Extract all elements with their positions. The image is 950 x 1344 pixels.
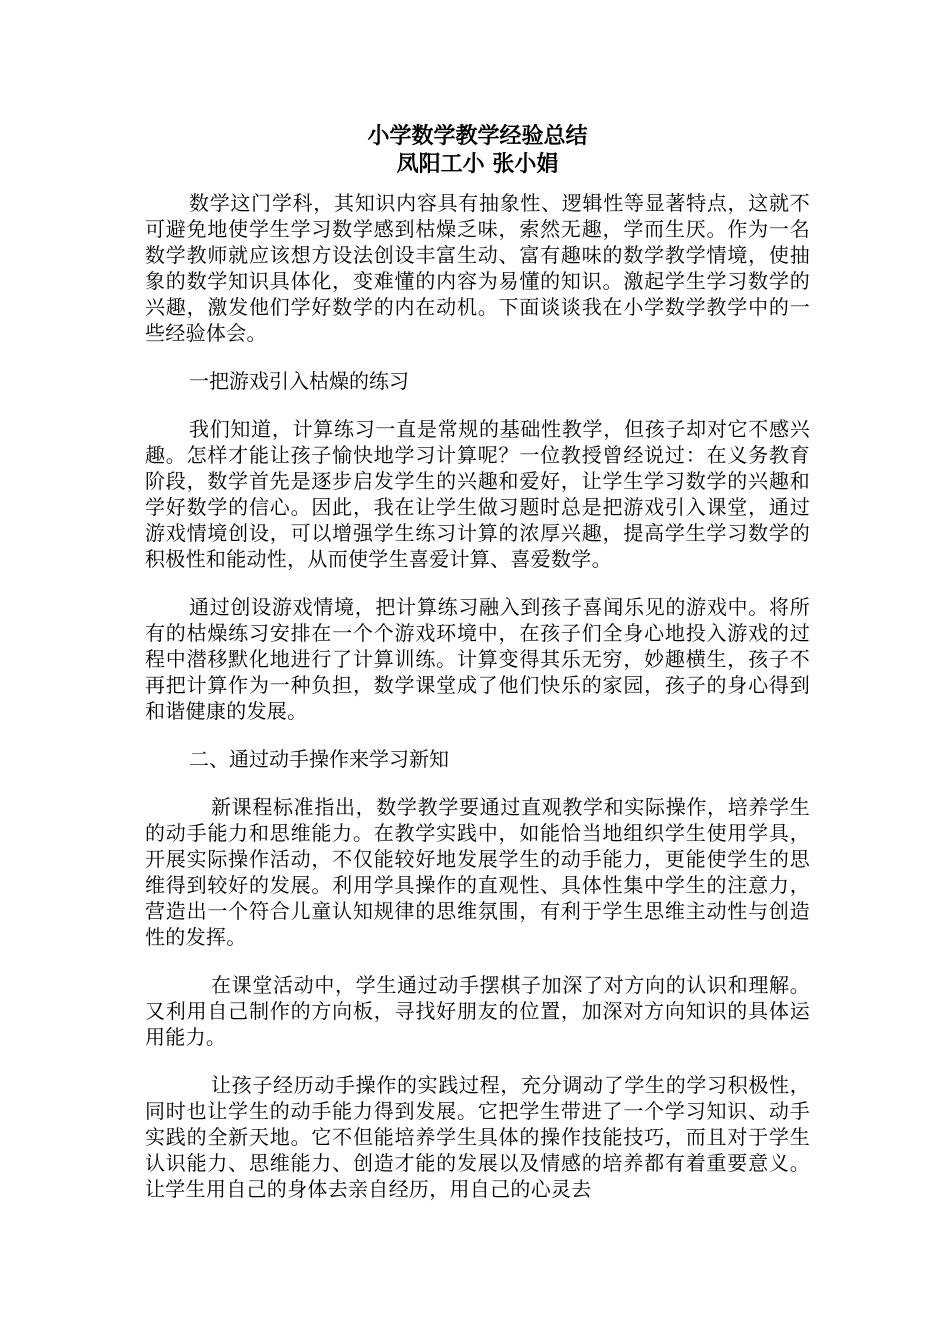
section-heading-1: 一把游戏引入枯燥的练习 (189, 369, 409, 393)
paragraph: 通过创设游戏情境，把计算练习融入到孩子喜闻乐见的游戏中。将所有的枯燥练习安排在一个个游戏环境中，在孩子们全身心地投入游戏的过程中潜移默化地进行了计算训练。计算变得其乐无穷，妙趣横生，孩子不再把计算作为一种负担，数学课堂成了他们快乐的家园，孩子的身心得到和谐健康的发展。 (145, 595, 810, 723)
paragraph-intro: 数学这门学科，其知识内容具有抽象性、逻辑性等显著特点，这就不可避免地使学生学习数学感到枯燥乏味，索然无趣，学而生厌。作为一名数学教师就应该想方设法创设丰富生动、富有趣味的数学教学情境，使抽象的数学知识具体化，变难懂的内容为易懂的知识。激起学生学习数学的兴趣，激发他们学好数学的内在动机。下面谈谈我在小学数学教学中的一些经验体会。 (145, 191, 810, 345)
paragraph: 让孩子经历动手操作的实践过程，充分调动了学生的学习积极性，同时也让学生的动手能力得到发展。它把学生带进了一个学习知识、动手实践的全新天地。它不但能培养学生具体的操作技能技巧，而且对于学生认识能力、思维能力、创造才能的发展以及情感的培养都有着重要意义。让学生用自己的身体去亲自经历，用自己的心灵去 (145, 1073, 810, 1201)
paragraph: 在课堂活动中，学生通过动手摆棋子加深了对方向的认识和理解。又利用自己制作的方向板，寻找好朋友的位置，加深对方向知识的具体运用能力。 (145, 973, 810, 1049)
section-heading-2: 二、通过动手操作来学习新知 (189, 747, 449, 771)
paragraph: 我们知道，计算练习一直是常规的基础性教学，但孩子却对它不感兴趣。怎样才能让孩子愉快地学习计算呢？一位教授曾经说过：在义务教育阶段，数学首先是逐步启发学生的兴趣和爱好，让学生学习数学的兴趣和学好数学的信心。因此，我在让学生做习题时总是把游戏引入课堂，通过游戏情境创设，可以增强学生练习计算的浓厚兴趣，提高学生学习数学的积极性和能动性，从而使学生喜爱计算、喜爱数学。 (145, 417, 810, 571)
document-author: 凤阳工小 张小娟 (396, 151, 559, 177)
paragraph: 新课程标准指出，数学教学要通过直观教学和实际操作，培养学生的动手能力和思维能力。在教学实践中，如能恰当地组织学生使用学具，开展实际操作活动，不仅能较好地发展学生的动手能力，更能使学生的思维得到较好的发展。利用学具操作的直观性、具体性集中学生的注意力，营造出一个符合儿童认知规律的思维氛围，有利于学生思维主动性与创造性的发挥。 (145, 795, 810, 949)
document-body (145, 122, 810, 1224)
document-title: 小学数学教学经验总结 (367, 123, 588, 149)
